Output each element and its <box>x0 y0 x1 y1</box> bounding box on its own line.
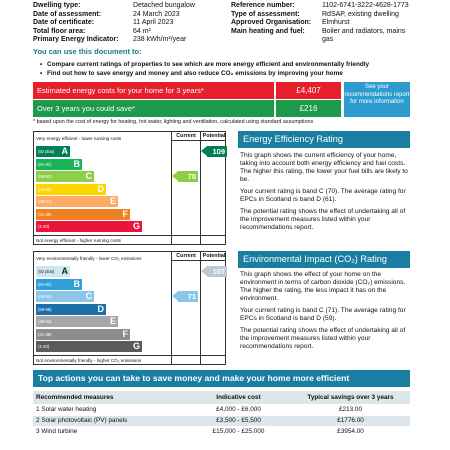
recommended-measures-table <box>33 391 410 438</box>
savings-cell: £1776.00 <box>291 415 410 426</box>
floor-area-label: Total floor area: <box>33 27 86 35</box>
certificate-date-value: 11 April 2023 <box>133 19 174 26</box>
reference-number-value: 1102-6741-3222-4628-1773 <box>322 2 409 9</box>
potential-savings-label: Over 3 years you could save* <box>33 100 274 117</box>
chart-top-note: Very energy efficient - lower running costs <box>36 136 122 141</box>
energy-efficiency-description <box>240 152 412 236</box>
savings-cell: £3954.00 <box>291 426 410 437</box>
property-details <box>33 0 445 44</box>
band-range: (92 plus) <box>38 149 55 154</box>
band-letter: B <box>73 278 80 289</box>
potential-rating-arrow: 107 <box>207 266 227 277</box>
chart-bottom-note: Not energy efficient - higher running costs <box>36 238 121 243</box>
rating-band-e <box>36 316 118 327</box>
reference-number-label: Reference number: <box>231 2 295 9</box>
floor-area-value: 64 m² <box>133 27 151 35</box>
band-range: (1-20) <box>38 344 50 349</box>
band-letter: F <box>122 208 128 219</box>
band-letter: D <box>97 303 104 314</box>
measure-cell: 3 Wind turbine <box>33 426 186 437</box>
band-letter: E <box>109 196 116 206</box>
band-range: (55-68) <box>38 306 52 312</box>
current-rating-arrow: 71 <box>178 291 198 302</box>
chart-bottom-note: Not environmentally friendly - higher CO₂ emissions <box>36 358 142 363</box>
rating-band-g <box>36 221 142 232</box>
heating-fuel-label: Main heating and fuel: <box>231 27 305 35</box>
band-range: (21-38) <box>38 331 52 337</box>
rating-band-a <box>36 266 70 277</box>
chart-top-note: Very environmentally friendly - lower CO₂ emissions <box>36 256 142 261</box>
use-document-heading: You can use this document to: <box>33 47 142 56</box>
assessment-type-label: Type of assessment: <box>231 10 300 18</box>
rating-band-d <box>36 304 106 315</box>
assessment-type-value: RdSAP, existing dwelling <box>322 10 399 18</box>
primary-energy-value: 238 kWh/m²/year <box>133 36 187 43</box>
approved-organisation-label: Approved Organisation: <box>231 19 312 26</box>
band-range: (39-54) <box>38 199 52 204</box>
environmental-impact-chart <box>33 251 226 365</box>
rating-band-a <box>36 146 70 157</box>
potential-column-header: Potential <box>202 133 226 139</box>
rating-band-g <box>36 341 142 352</box>
primary-energy-label: Primary Energy Indicator: <box>33 36 119 43</box>
band-letter: A <box>61 266 68 276</box>
top-actions-title: Top actions you can take to save money and make your home more efficient <box>33 370 410 387</box>
potential-savings-value: £216 <box>276 100 341 117</box>
band-letter: A <box>61 146 68 156</box>
heating-fuel-value: Boiler and radiators, mains <box>322 27 406 35</box>
band-range: (55-68) <box>38 186 52 192</box>
dwelling-type-label: Dwelling type: <box>33 2 81 9</box>
cost-cell: £4,000 - £6,000 <box>186 404 291 415</box>
energy-efficiency-chart <box>33 131 226 245</box>
footer-divider <box>34 235 225 236</box>
band-letter: G <box>132 341 140 351</box>
cost-cell: £3,500 - £5,500 <box>186 415 291 426</box>
header-divider <box>171 260 225 261</box>
band-letter: G <box>132 221 140 231</box>
current-rating-text: Your current rating is band C (71). The average rating for EPCs in Scotland is band D (59). <box>240 307 406 322</box>
use-document-list <box>40 60 440 78</box>
cost-footnote: * based upon the cost of energy for heating, hot water, lighting and ventilation, calculated using standard assumptions <box>33 119 314 125</box>
dwelling-type-value: Detached bungalow <box>133 2 195 9</box>
estimated-costs-value: £4,407 <box>276 82 341 99</box>
environmental-impact-title: Environmental Impact (CO₂) Rating <box>238 251 410 268</box>
measure-cell: 1 Solar water heating <box>33 404 186 415</box>
band-range: (21-38) <box>38 211 52 217</box>
description-paragraph: This graph shows the effect of your home on the environment in terms of carbon dioxide (CO₂) emissions. The higher the rating, the less impact it has on the environment. <box>240 271 406 302</box>
band-letter: C <box>85 171 92 181</box>
certificate-date-label: Date of certificate: <box>33 19 95 26</box>
energy-efficiency-title: Energy Efficiency Rating <box>238 131 410 148</box>
rating-band-e <box>36 196 118 207</box>
band-range: (81-91) <box>38 281 52 287</box>
rating-band-b <box>36 279 82 290</box>
cost-cell: £15,000 - £25,000 <box>186 426 291 437</box>
heating-fuel-value-cont: gas <box>322 36 334 43</box>
assessment-date-value: 24 March 2023 <box>133 10 180 18</box>
estimated-costs-label: Estimated energy costs for your home for 3 years* <box>33 82 274 99</box>
savings-cell: £213.00 <box>291 404 410 415</box>
measure-cell: 2 Solar photovoltaic (PV) panels <box>33 415 186 426</box>
table-header-row <box>33 391 410 404</box>
footer-divider <box>34 355 225 356</box>
column-divider <box>171 132 172 244</box>
band-letter: E <box>109 316 116 326</box>
band-range: (92 plus) <box>38 269 55 274</box>
potential-rating-text: The potential rating shows the effect of undertaking all of the improvement measures listed within your recommendations report. <box>240 327 406 350</box>
environmental-impact-description <box>240 271 412 355</box>
assessment-date-label: Date of assessment: <box>33 10 102 18</box>
band-letter: B <box>73 158 80 169</box>
list-item: • Compare current ratings of properties to see which are more energy efficient and environmentally friendly <box>40 60 440 69</box>
rating-band-d <box>36 184 106 195</box>
rating-band-c <box>36 171 94 182</box>
current-column-header: Current <box>176 253 196 259</box>
header-divider <box>171 140 225 141</box>
measures-column-header: Recommended measures <box>33 391 186 404</box>
rating-band-b <box>36 159 82 170</box>
band-range: (81-91) <box>38 161 52 167</box>
band-range: (1-20) <box>38 224 50 229</box>
savings-column-header: Typical savings over 3 years <box>291 391 410 404</box>
current-rating-arrow: 70 <box>178 171 198 182</box>
table-row <box>33 415 410 426</box>
approved-organisation-value: Elmhurst <box>322 19 350 26</box>
current-rating-text: Your current rating is band C (70). The average rating for EPCs in Scotland is band D (61). <box>240 188 406 203</box>
list-item: • Find out how to save energy and money and also reduce CO₂ emissions by improving your home <box>40 69 440 78</box>
rating-band-c <box>36 291 94 302</box>
rating-band-f <box>36 329 130 340</box>
band-letter: F <box>122 328 128 339</box>
table-row <box>33 426 410 437</box>
column-divider <box>171 252 172 364</box>
cost-column-header: Indicative cost <box>186 391 291 404</box>
band-letter: D <box>97 183 104 194</box>
potential-column-header: Potential <box>202 253 226 259</box>
band-letter: C <box>85 291 92 301</box>
current-column-header: Current <box>176 133 196 139</box>
rating-band-f <box>36 209 130 220</box>
band-range: (39-54) <box>38 319 52 324</box>
potential-rating-text: The potential rating shows the effect of undertaking all of the improvement measures listed within your recommendations report. <box>240 208 406 231</box>
band-range: (69-80) <box>38 294 52 299</box>
band-range: (69-80) <box>38 174 52 179</box>
potential-rating-arrow: 109 <box>207 146 227 157</box>
recommendations-report-link[interactable]: See your recommendations report for more information <box>344 82 410 117</box>
table-row <box>33 404 410 415</box>
description-paragraph: This graph shows the current efficiency of your home, taking into account both energy efficiency and fuel costs. The higher this rating, the lower your fuel bills are likely to be. <box>240 152 408 183</box>
